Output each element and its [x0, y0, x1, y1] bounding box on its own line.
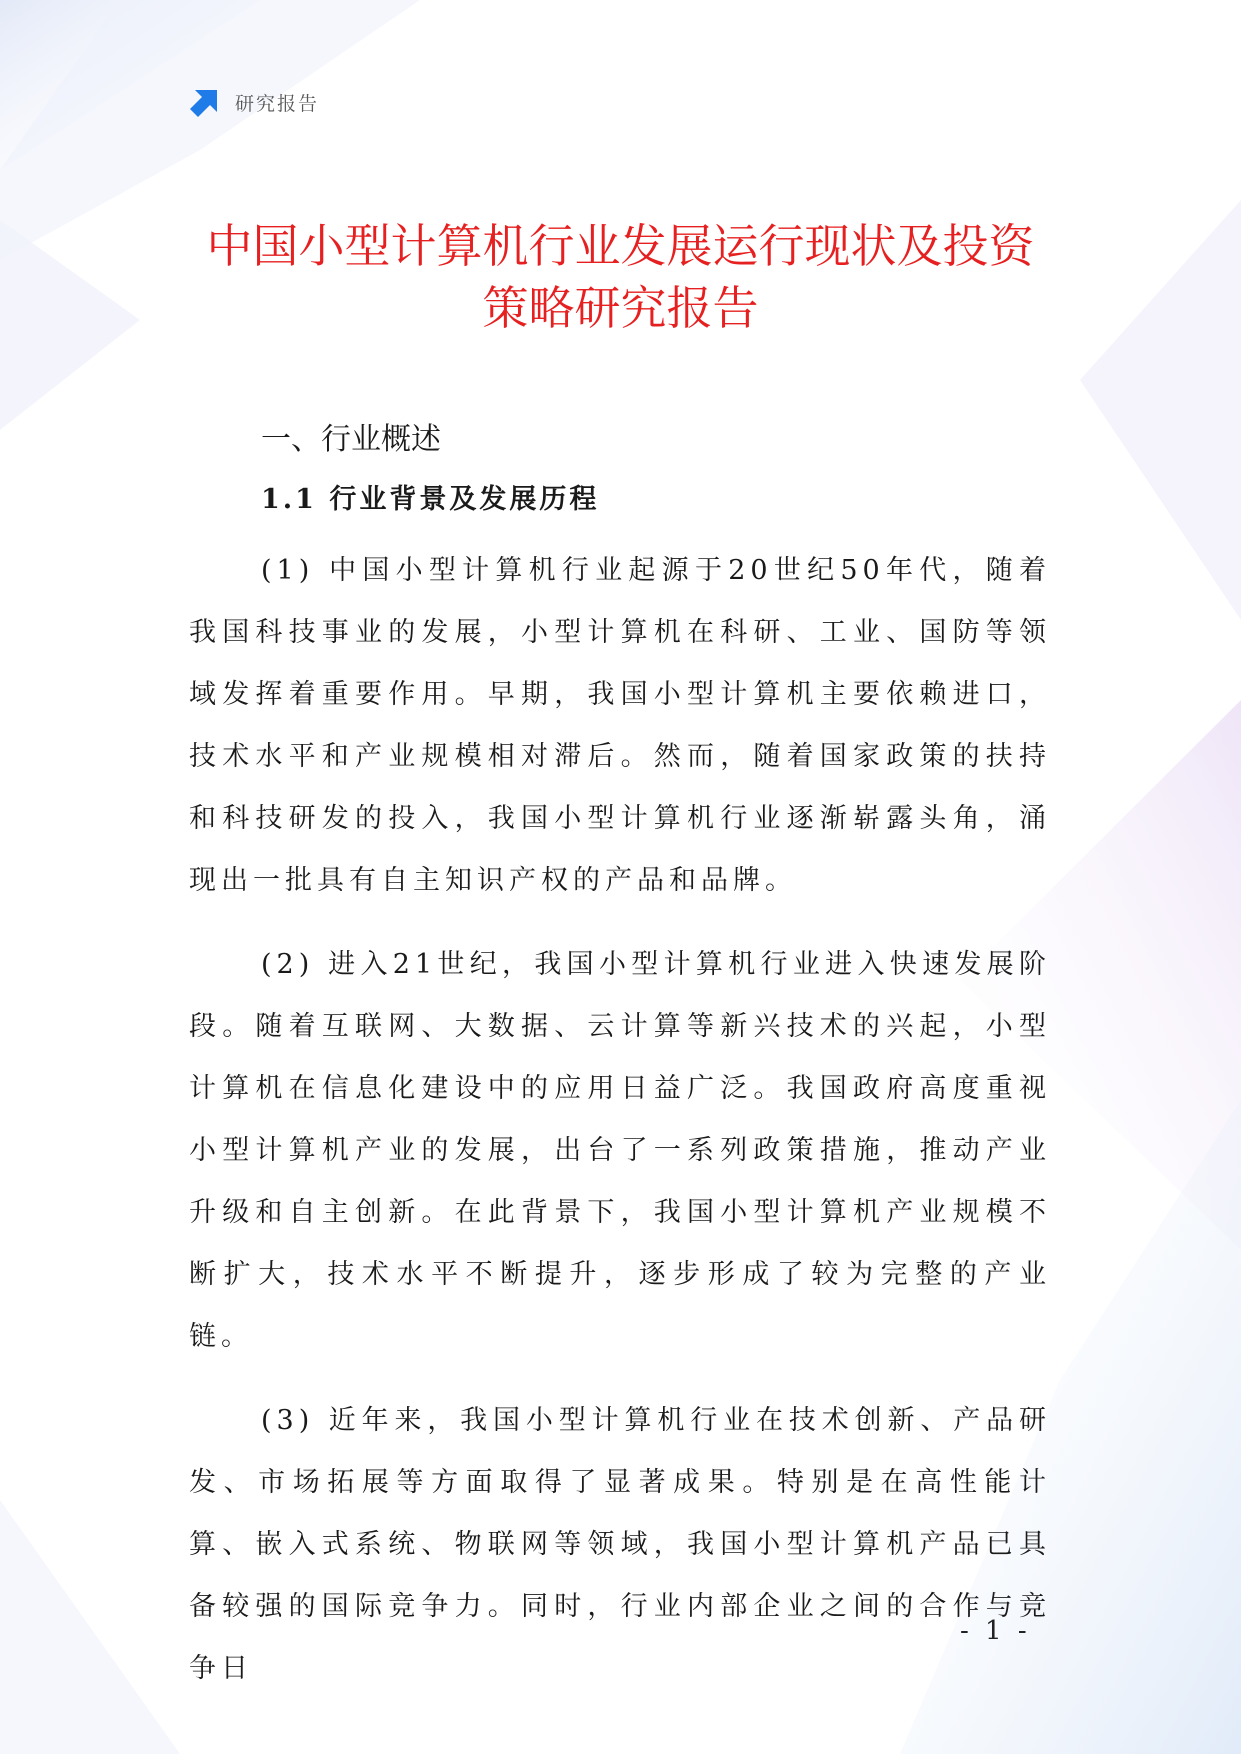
- report-header: [189, 86, 319, 118]
- header-label: 研究报告: [235, 92, 320, 115]
- paragraph-2: (2) 进入21世纪，我国小型计算机行业进入快速发展阶段。随着互联网、大数据、云计算等新兴技术的兴起，小型计算机在信息化建设中的应用日益广泛。我国政府高度重视小型计算机产业的发展，出台了一系列政策措施，推动产业升级和自主创新。在此背景下，我国小型计算机产业规模不断扩大，技术水平不断提升，逐步形成了较为完整的产业链。: [189, 949, 1051, 1352]
- title-line-1: 中国小型计算机行业发展运行现状及投资: [206, 219, 1035, 273]
- paragraph-3: (3) 近年来，我国小型计算机行业在技术创新、产品研发、市场拓展等方面取得了显著成果。特别是在高性能计算、嵌入式系统、物联网等领域，我国小型计算机产品已具备较强的国际竞争力。同时，行业内部企业之间的合作与竞争日: [189, 1405, 1051, 1684]
- page-number: - 1 -: [960, 1616, 1031, 1646]
- bg-shape-bottom-left: [0, 1500, 180, 1754]
- document-title: [100, 215, 1141, 339]
- document-body: [189, 418, 1051, 1700]
- section-heading: 一、行业概述: [261, 422, 441, 457]
- title-line-2: 策略研究报告: [482, 281, 759, 335]
- paragraph-1: (1) 中国小型计算机行业起源于20世纪50年代，随着我国科技事业的发展，小型计算机在科研、工业、国防等领域发挥着重要作用。早期，我国小型计算机主要依赖进口，技术水平和产业规模相对滞后。然而，随着国家政策的扶持和科技研发的投入，我国小型计算机行业逐渐崭露头角，涌现出一批具有自主知识产权的产品和品牌。: [189, 555, 1051, 896]
- arrow-up-right-icon: [189, 86, 221, 118]
- subsection-heading: 1.1 行业背景及发展历程: [261, 484, 600, 515]
